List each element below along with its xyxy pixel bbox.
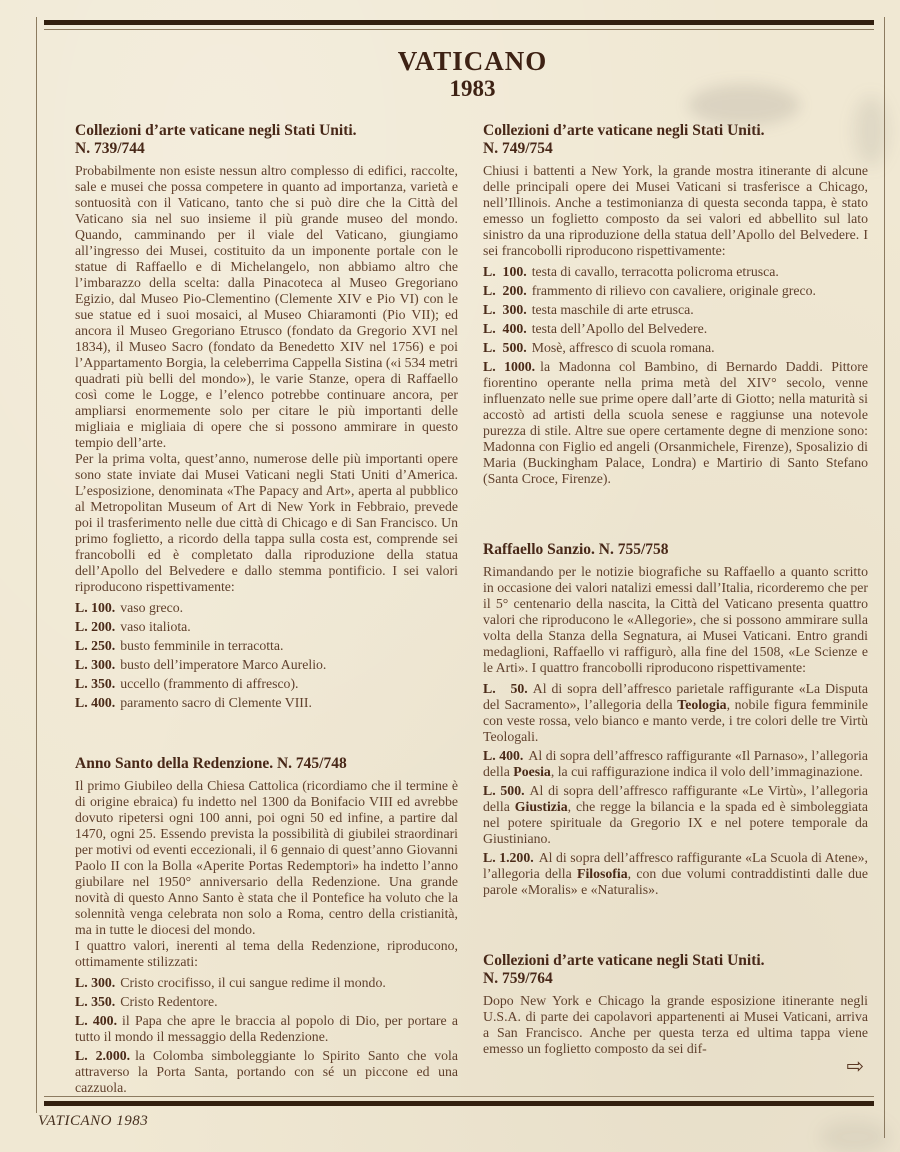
value-item <box>483 283 868 299</box>
value-item <box>483 783 868 847</box>
value-list <box>75 600 458 711</box>
value-text: busto femminile in terracotta. <box>120 638 284 653</box>
value-item <box>483 264 868 280</box>
value-text: busto dell’imperatore Marco Aurelio. <box>120 657 327 672</box>
value-text: frammento di rilievo con cavaliere, originale greco. <box>531 283 816 298</box>
section-heading <box>75 122 458 158</box>
border-right-rule <box>884 17 885 1138</box>
value-item <box>483 359 868 487</box>
value-text: testa maschile di arte etrusca. <box>531 302 694 317</box>
border-top-thick-rule <box>44 20 874 25</box>
value-text: il Papa che apre le braccia al popolo di Dio, per portare a tutto il mondo il messaggio della Redenzione. <box>75 1013 458 1044</box>
section-heading-line: Collezioni d’arte vaticane negli Stati Uniti. <box>75 122 357 139</box>
value-item <box>483 321 868 337</box>
value-text: uccello (frammento di affresco). <box>120 676 299 691</box>
border-bottom-thin-rule <box>44 1096 874 1097</box>
section-heading-line: Anno Santo della Redenzione. N. 745/748 <box>75 755 347 772</box>
value-text: Al di sopra dell’affresco parietale raffigurante «La Disputa del Sacramento», l’allegoria della <box>483 681 869 712</box>
value-item <box>483 302 868 318</box>
value-text: testa dell’Apollo del Belvedere. <box>531 321 708 336</box>
value-text: Al di sopra dell’affresco raffigurante «Il Parnaso», l’allegoria della <box>483 748 869 779</box>
value-label: L. 2.000. <box>75 1048 131 1063</box>
value-text: Al di sopra dell’affresco raffigurante «La Scuola di Atene», l’allegoria della <box>483 850 868 881</box>
catalog-section <box>75 755 458 1096</box>
value-item <box>483 340 868 356</box>
page-year: 1983 <box>449 76 496 101</box>
value-text: paramento sacro di Clemente VIII. <box>120 695 312 710</box>
value-item <box>483 681 868 745</box>
value-label: L. 1000. <box>483 359 536 374</box>
left-column <box>75 122 458 1096</box>
value-text: testa di cavallo, terracotta policroma etrusca. <box>531 264 779 279</box>
value-label: L. 500. <box>483 783 525 798</box>
value-list <box>483 681 868 898</box>
value-text: , nobile figura femminile con veste rossa, velo bianco e manto verde, i tre colori delle tre Virtù Teologali. <box>483 697 868 744</box>
paragraph: Chiusi i battenti a New York, la grande mostra itinerante di alcune delle principali opere dei Musei Vaticani si trasferisce a Chicago, nell’Illinois. Anche a testimonianza di questa seconda tappa, è stato emesso un foglietto composto da sei valori ed abbellito sul lato sinistro da una riproduzione della statua dell’Apollo del Belvedere. I sei francobolli riproducono rispettivamente: <box>483 163 868 258</box>
print-smudge <box>820 1120 890 1152</box>
value-item <box>75 994 458 1010</box>
border-bottom-thick-rule <box>44 1101 874 1106</box>
catalog-section <box>75 122 458 711</box>
page-title: VATICANO <box>397 46 548 76</box>
section-heading-line: Collezioni d’arte vaticane negli Stati Uniti. <box>483 122 765 139</box>
value-text: vaso italiota. <box>120 619 191 634</box>
section-heading <box>75 755 458 773</box>
value-item <box>75 676 458 692</box>
section-heading <box>483 122 868 158</box>
right-column <box>483 122 868 1096</box>
value-item <box>75 619 458 635</box>
footer-text: VATICANO 1983 <box>38 1113 149 1129</box>
value-text: Filosofia <box>577 866 628 881</box>
section-heading <box>483 541 868 559</box>
value-label: L. 300. <box>483 302 527 317</box>
value-label: L. 400. <box>75 695 116 710</box>
value-item <box>75 1048 458 1096</box>
value-item <box>75 638 458 654</box>
continuation-arrow-icon: ⇨ <box>846 1054 864 1078</box>
border-left-rule <box>36 17 37 1113</box>
value-label: L. 200. <box>75 619 116 634</box>
catalog-section <box>483 541 868 898</box>
value-text: la Colomba simboleggiante lo Spirito Santo che vola attraverso la Porta Santa, portando con sé un piccone ed una cazzuola. <box>75 1048 459 1095</box>
value-item <box>483 748 868 780</box>
value-label: L. 500. <box>483 340 527 355</box>
value-list <box>483 264 868 487</box>
value-text: Cristo Redentore. <box>120 994 218 1009</box>
value-label: L. 350. <box>75 994 116 1009</box>
value-text: Giustizia <box>514 799 568 814</box>
section-heading-line: Raffaello Sanzio. N. 755/758 <box>483 541 669 558</box>
catalog-section <box>483 952 868 1057</box>
value-label: L. 50. <box>483 681 528 696</box>
page-header <box>75 0 870 101</box>
value-text: , la cui raffigurazione indica il volo dell’immaginazione. <box>550 764 863 779</box>
value-list <box>75 975 458 1096</box>
section-heading-line: N. 759/764 <box>483 970 553 987</box>
value-label: L. 100. <box>483 264 527 279</box>
value-text: vaso greco. <box>120 600 184 615</box>
value-text: Mosè, affresco di scuola romana. <box>531 340 715 355</box>
value-label: L. 100. <box>75 600 116 615</box>
border-top-thin-rule <box>44 29 874 30</box>
section-heading-line: N. 749/754 <box>483 140 553 157</box>
section-heading-line: Collezioni d’arte vaticane negli Stati Uniti. <box>483 952 765 969</box>
paragraph: Per la prima volta, quest’anno, numerose delle più importanti opere sono state inviate dai Musei Vaticani negli Stati Uniti d’America. L’esposizione, denominata «The Papacy and Art», aperta al pubblico al Metropolitan Museum of Art di New York in Febbraio, prevede poi il trasferimento nelle due città di Chicago e di San Francisco. Un primo foglietto, a ricordo della tappa sulla costa est, comprende sei francobolli ed è completato dalla riproduzione della statua dell’Apollo del Belvedere e dallo stemma pontificio. I sei valori riproducono rispettivamente: <box>75 451 458 594</box>
value-text: , con due volumi contraddistinti dalle due parole «Moralis» e «Naturalis». <box>483 866 869 897</box>
value-item <box>75 975 458 991</box>
value-text: Teologia <box>677 697 727 712</box>
value-item <box>75 695 458 711</box>
catalog-section <box>483 122 868 487</box>
paragraph: Rimandando per le notizie biografiche su Raffaello a quanto scritto in occasione dei valori natalizi emessi dall’Italia, ricorderemo che per il 5° centenario della nascita, la Città del Vaticano presenta quattro valori che riproducono le «Allegorie», che si possono ammirare sulla volta della Stanza della Segnatura, ai Musei Vaticani. Entro grandi medaglioni, Raffaello vi raffigurò, alla fine del 1508, «Le Scienze e le Arti». I quattro francobolli riproducono rispettivamente: <box>483 564 868 675</box>
value-item <box>75 657 458 673</box>
value-label: L. 400. <box>483 748 524 763</box>
value-label: L. 400. <box>75 1013 118 1028</box>
value-item <box>483 850 868 898</box>
paragraph: I quattro valori, inerenti al tema della Redenzione, riproducono, ottimamente stilizzati: <box>75 938 458 969</box>
value-label: L. 400. <box>483 321 527 336</box>
paragraph: Il primo Giubileo della Chiesa Cattolica (ricordiamo che il termine è di origine ebraica) fu indetto nel 1300 da Bonifacio VIII ed avrebbe dovuto ripetersi ogni 100 anni, poi ogni 50 ed infine, a partire dal 1470, ogni 25. Essendo prevista la possibilità di giubilei straordinari per motivi od eventi eccezionali, il 6 gennaio di quest’anno Giovanni Paolo II con la Bolla «Aperite Portas Redemptori» ha indetto l’anno giubilare nel 1950° anniversario della Redenzione. Una grande novità di questo Anno Santo è stata che il Pontefice ha voluto che la solennità venga celebrata non solo a Roma, centro della cristianità, ma in tutte le diocesi del mondo. <box>75 778 458 937</box>
value-label: L. 300. <box>75 657 116 672</box>
value-label: L. 200. <box>483 283 527 298</box>
value-text: , che regge la bilancia e la spada ed è simboleggiata nel potere spirituale da Gregorio IX e nel potere temporale da Giustiniano. <box>483 799 869 846</box>
value-item <box>75 1013 458 1045</box>
paragraph: Dopo New York e Chicago la grande esposizione itinerante negli U.S.A. di parte dei capolavori appartenenti ai Musei Vaticani, arriva a San Francisco. Anche per questa terza ed ultima tappa viene emesso un foglietto composto da sei dif- <box>483 993 868 1056</box>
value-label: L. 1.200. <box>483 850 534 865</box>
value-text: la Madonna col Bambino, di Bernardo Daddi. Pittore fiorentino operante nella prima metà del XIV° secolo, venne influenzato nelle sue prime opere dall’arte di Giotto; nella maturità si accostò ad artisti della scuola senese e raggiunse una notevole purezza di stile. Altre sue opere certamente degne di menzione sono: Madonna con Figlio ed angeli (Orsanmichele, Firenze), Sposalizio di Maria (Buckingham Palace, Londra) e Martirio di Santo Stefano (Santa Croce, Firenze). <box>483 359 868 486</box>
value-text: Al di sopra dell’affresco raffigurante «Le Virtù», l’allegoria della <box>483 783 868 814</box>
value-item <box>75 600 458 616</box>
section-heading <box>483 952 868 988</box>
value-text: Poesia <box>513 764 551 779</box>
continuation-arrow <box>483 1055 868 1078</box>
value-label: L. 250. <box>75 638 116 653</box>
section-heading-line: N. 739/744 <box>75 140 145 157</box>
paragraph: Probabilmente non esiste nessun altro complesso di edifici, raccolte, sale e musei che possa competere in quanto ad importanza, varietà e sontuosità con il Vaticano, tanto che si può dire che la Città del Vaticano sia nel suo insieme il più grande museo del mondo. Quando, camminando per il viale del Vaticano, giungiamo all’ingresso dei Musei, costituito da un imponente portale con le statue di Raffaello e di Michelangelo, non abbiamo altro che l’imbarazzo della scelta: dalla Pinacoteca al Museo Gregoriano Egizio, dal Museo Pio-Clementino (Clemente XIV e Pio VI) con le sue statue ed i suoi mosaici, al Museo Chiaramonti (Pio VII); ed ancora il Museo Gregoriano Etrusco (fondato da Gregorio XVI nel 1834), il Museo Sacro (fondato da Benedetto XIV nel 1756) e poi l’Appartamento Borgia, la celeberrima Cappella Sistina («i 534 metri quadrati più belli del mondo»), le varie Stanze, opera di Raffaello così come le Logge, e l’elenco potrebbe continuare ancora, per ampliarsi enormemente solo per citare le più importanti delle migliaia e migliaia di opere che si possono ammirare in questo tempio dell’arte. <box>75 163 458 450</box>
value-label: L. 300. <box>75 975 116 990</box>
two-column-body <box>75 122 900 1096</box>
value-label: L. 350. <box>75 676 116 691</box>
value-text: Cristo crocifisso, il cui sangue redime il mondo. <box>120 975 386 990</box>
